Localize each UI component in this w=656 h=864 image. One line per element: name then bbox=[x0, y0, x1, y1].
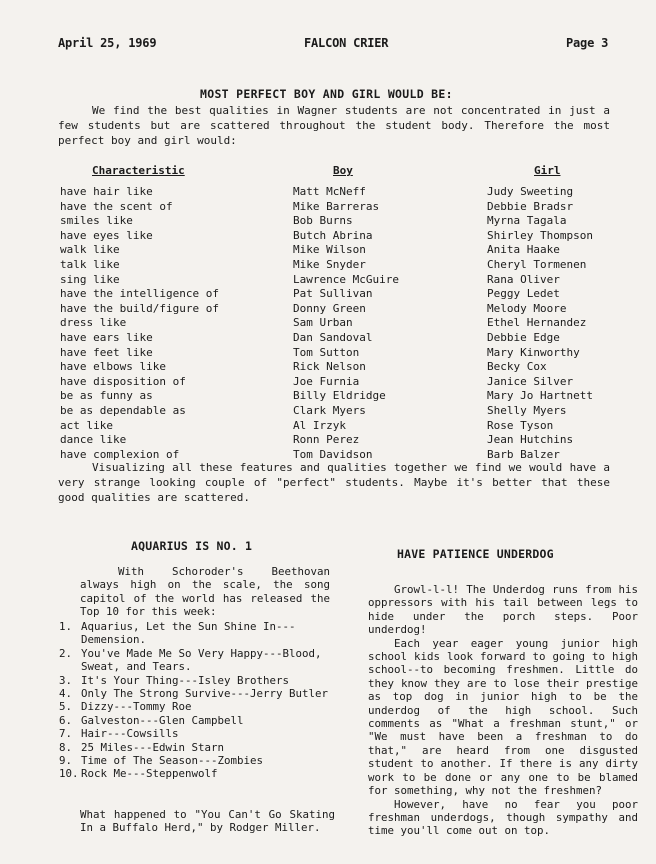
characteristic-cell: have elbows like bbox=[60, 360, 166, 374]
table-row bbox=[0, 419, 656, 434]
girl-cell: Rana Oliver bbox=[487, 272, 560, 286]
boy-cell: Mike Snyder bbox=[293, 257, 366, 271]
boy-cell: Sam Urban bbox=[293, 316, 353, 330]
boy-cell: Al Irzyk bbox=[293, 418, 346, 432]
girl-cell: Jean Hutchins bbox=[487, 433, 574, 447]
girl-cell: Becky Cox bbox=[487, 360, 547, 374]
table-row bbox=[0, 316, 656, 331]
page-number: Page 3 bbox=[566, 36, 609, 50]
table-row bbox=[0, 229, 656, 244]
boy-cell: Tom Davidson bbox=[293, 447, 373, 461]
table-row bbox=[0, 185, 656, 200]
characteristic-cell: have ears like bbox=[60, 330, 153, 344]
table-row bbox=[0, 389, 656, 404]
boy-cell: Clark Myers bbox=[293, 403, 366, 417]
column-header-characteristic: Characteristic bbox=[92, 164, 185, 177]
list-item-number: 1. bbox=[59, 620, 73, 633]
list-item-text: 25 Miles---Edwin Starn bbox=[81, 740, 225, 754]
list-item-number: 6. bbox=[59, 713, 73, 727]
list-item-number: 7. bbox=[59, 727, 73, 741]
characteristic-cell: have the build/figure of bbox=[60, 301, 219, 315]
girl-cell: Anita Haake bbox=[487, 243, 560, 257]
characteristic-cell: have the scent of bbox=[60, 199, 173, 213]
characteristic-cell: act like bbox=[60, 418, 113, 432]
underdog-paragraph: However, have no fear you poor freshman underdogs, though sympathy and time you'll come out on top. bbox=[368, 797, 638, 838]
column-header-boy: Boy bbox=[333, 164, 353, 177]
girl-cell: Janice Silver bbox=[487, 374, 574, 388]
boy-cell: Donny Green bbox=[293, 301, 366, 315]
table-row bbox=[0, 433, 656, 448]
characteristic-cell: talk like bbox=[60, 257, 120, 271]
list-item bbox=[59, 727, 334, 740]
characteristic-cell: have eyes like bbox=[60, 228, 153, 242]
boy-cell: Ronn Perez bbox=[293, 433, 360, 447]
characteristic-cell: have hair like bbox=[60, 185, 153, 198]
boy-cell: Tom Sutton bbox=[293, 345, 360, 359]
characteristic-cell: have the intelligence of bbox=[60, 287, 219, 301]
characteristic-cell: be as dependable as bbox=[60, 403, 186, 417]
girl-cell: Judy Sweeting bbox=[487, 185, 574, 198]
girl-cell: Barb Balzer bbox=[487, 447, 560, 461]
characteristics-table bbox=[0, 185, 656, 462]
list-item-text: Dizzy---Tommy Roe bbox=[81, 700, 192, 714]
girl-cell: Peggy Ledet bbox=[487, 287, 560, 301]
list-item-text: Only The Strong Survive---Jerry Butler bbox=[81, 687, 329, 701]
girl-cell: Myrna Tagala bbox=[487, 214, 567, 228]
table-row bbox=[0, 404, 656, 419]
list-item-number: 10. bbox=[59, 767, 79, 781]
characteristic-cell: be as funny as bbox=[60, 389, 153, 403]
boy-cell: Billy Eldridge bbox=[293, 389, 386, 403]
article-title-perfect-boy-girl: MOST PERFECT BOY AND GIRL WOULD BE: bbox=[200, 87, 453, 101]
underdog-paragraph: Growl-l-l! The Underdog runs from his oppressors with his tail between legs to hide under the porch steps. Poor underdog! bbox=[368, 583, 638, 637]
list-item-number: 4. bbox=[59, 687, 73, 701]
girl-cell: Shelly Myers bbox=[487, 403, 567, 417]
table-row bbox=[0, 214, 656, 229]
underdog-paragraph: Each year eager young junior high school kids look forward to going to high school--to becoming freshmen. Little do they know they are to lose their prestige as top dog in junior high to be the underdog of the high school. Such comments as "What a freshman stunt," or "We must have been a freshman to do that," are heard from one disgusted student to another. If there is any dirty work to be done or any one to be blamed for something, why not the freshmen? bbox=[368, 636, 638, 798]
article-conclusion: Visualizing all these features and qualities together we find we would have a very strange looking couple of "perfect" students. Maybe it's better that these good qualities are scattered. bbox=[58, 461, 610, 504]
characteristic-cell: have feet like bbox=[60, 345, 153, 359]
table-row bbox=[0, 243, 656, 258]
table-row bbox=[0, 258, 656, 273]
girl-cell: Debbie Bradsr bbox=[487, 199, 574, 213]
characteristic-cell: dance like bbox=[60, 433, 127, 447]
list-item-text: You've Made Me So Very Happy---Blood, Sweat, and Tears. bbox=[81, 646, 322, 674]
characteristic-cell: smiles like bbox=[60, 214, 133, 228]
boy-cell: Butch Abrina bbox=[293, 228, 373, 242]
list-item-text: Time of The Season---Zombies bbox=[81, 754, 264, 768]
table-row bbox=[0, 273, 656, 288]
article-intro: We find the best qualities in Wagner students are not concentrated in just a few students but are scattered throughout the student body. Therefore the most perfect boy and girl would: bbox=[58, 104, 610, 147]
girl-cell: Mary Jo Hartnett bbox=[487, 389, 593, 403]
list-item bbox=[59, 754, 334, 767]
list-item bbox=[59, 700, 334, 713]
list-item bbox=[59, 714, 334, 727]
article-title-underdog: HAVE PATIENCE UNDERDOG bbox=[397, 547, 554, 561]
girl-cell: Shirley Thompson bbox=[487, 228, 593, 242]
boy-cell: Bob Burns bbox=[293, 214, 353, 228]
table-row bbox=[0, 375, 656, 390]
list-item bbox=[59, 687, 334, 700]
girl-cell: Cheryl Tormenen bbox=[487, 257, 587, 271]
boy-cell: Rick Nelson bbox=[293, 360, 366, 374]
column-header-girl: Girl bbox=[534, 164, 561, 177]
list-item bbox=[59, 620, 334, 647]
table-row bbox=[0, 200, 656, 215]
list-item-text: Hair---Cowsills bbox=[81, 727, 179, 741]
list-item-text: Rock Me---Steppenwolf bbox=[81, 767, 218, 781]
boy-cell: Mike Wilson bbox=[293, 243, 366, 257]
aquarius-closing: What happened to "You Can't Go Skating In a Buffalo Herd," by Rodger Miller. bbox=[80, 808, 335, 835]
article-title-aquarius: AQUARIUS IS NO. 1 bbox=[131, 539, 253, 553]
girl-cell: Melody Moore bbox=[487, 301, 567, 315]
list-item-number: 8. bbox=[59, 740, 73, 754]
boy-cell: Pat Sullivan bbox=[293, 287, 373, 301]
aquarius-intro: With Schoroder's Beethovan always high on the scale, the song capitol of the world has released the Top 10 for this week: bbox=[80, 565, 330, 619]
table-row bbox=[0, 302, 656, 317]
list-item-number: 3. bbox=[59, 673, 73, 687]
list-item bbox=[59, 767, 334, 780]
characteristic-cell: walk like bbox=[60, 243, 120, 257]
list-item-text: Galveston---Glen Campbell bbox=[81, 713, 244, 727]
characteristic-cell: sing like bbox=[60, 272, 120, 286]
girl-cell: Mary Kinworthy bbox=[487, 345, 580, 359]
girl-cell: Rose Tyson bbox=[487, 418, 554, 432]
characteristic-cell: dress like bbox=[60, 316, 127, 330]
underdog-body bbox=[368, 583, 638, 838]
list-item bbox=[59, 741, 334, 754]
list-item bbox=[59, 647, 334, 674]
list-item bbox=[59, 674, 334, 687]
boy-cell: Matt McNeff bbox=[293, 185, 366, 198]
list-item-number: 5. bbox=[59, 700, 73, 714]
boy-cell: Mike Barreras bbox=[293, 199, 380, 213]
girl-cell: Debbie Edge bbox=[487, 330, 560, 344]
list-item-number: 2. bbox=[59, 646, 73, 660]
boy-cell: Dan Sandoval bbox=[293, 330, 373, 344]
table-row bbox=[0, 360, 656, 375]
list-item-text: It's Your Thing---Isley Brothers bbox=[81, 673, 290, 687]
issue-date: April 25, 1969 bbox=[58, 36, 157, 50]
boy-cell: Joe Furnia bbox=[293, 374, 360, 388]
table-row bbox=[0, 346, 656, 361]
list-item-number: 9. bbox=[59, 754, 73, 768]
characteristic-cell: have disposition of bbox=[60, 374, 186, 388]
publication-name: FALCON CRIER bbox=[304, 36, 389, 50]
table-row bbox=[0, 287, 656, 302]
characteristic-cell: have complexion of bbox=[60, 447, 180, 461]
girl-cell: Ethel Hernandez bbox=[487, 316, 587, 330]
list-item-text: Aquarius, Let the Sun Shine In---Demension. bbox=[81, 620, 296, 647]
table-row bbox=[0, 331, 656, 346]
boy-cell: Lawrence McGuire bbox=[293, 272, 399, 286]
top-ten-list bbox=[59, 620, 334, 781]
